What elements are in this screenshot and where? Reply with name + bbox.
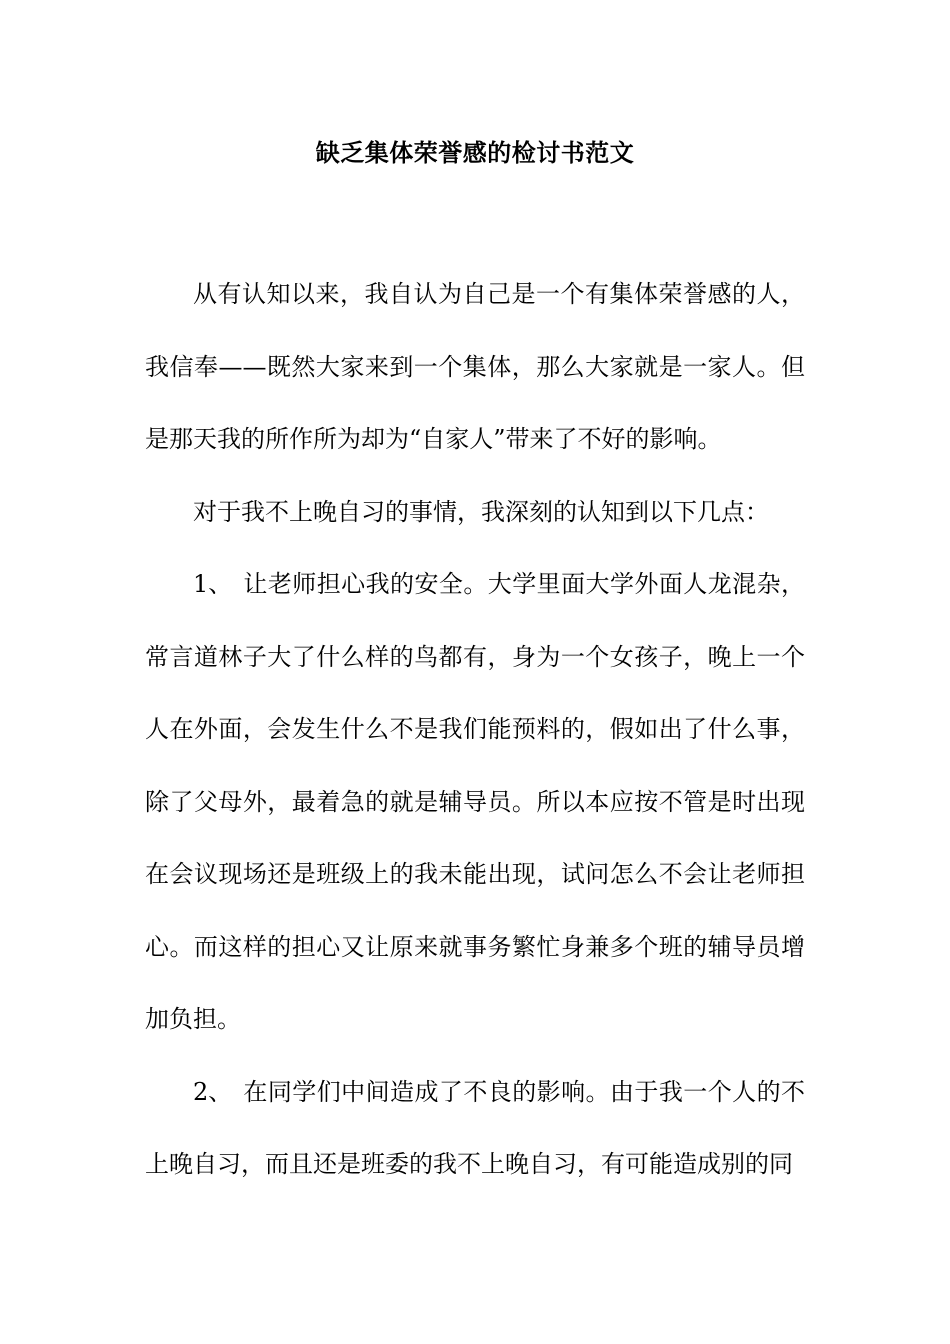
document-body bbox=[145, 258, 805, 1201]
paragraph-intro: 从有认知以来，我自认为自己是一个有集体荣誉感的人，我信奉——既然大家来到一个集体，那么大家就是一家人。但是那天我的所作所为却为“自家人”带来了不好的影响。 bbox=[145, 280, 805, 453]
document-title: 缺乏集体荣誉感的检讨书范文 bbox=[315, 138, 635, 167]
list-item-number: 2、 bbox=[193, 1077, 233, 1106]
list-item-text: 在同学们中间造成了不良的影响。由于我一个人的不上晚自习，而且还是班委的我不上晚自习，有可能造成别的同 bbox=[145, 1077, 805, 1178]
list-item-1 bbox=[145, 548, 805, 1056]
paragraph-points-lead: 对于我不上晚自习的事情，我深刻的认知到以下几点： bbox=[193, 497, 769, 526]
list-item-text: 让老师担心我的安全。大学里面大学外面人龙混杂，常言道林子大了什么样的鸟都有，身为一个女孩子，晚上一个人在外面，会发生什么不是我们能预料的，假如出了什么事，除了父母外，最着急的就是辅导员。所以本应按不管是时出现在会议现场还是班级上的我未能出现，试问怎么不会让老师担心。而这样的担心又让原来就事务繁忙身兼多个班的辅导员增加负担。 bbox=[145, 570, 805, 1033]
list-item-number: 1、 bbox=[193, 570, 233, 598]
list-item-2 bbox=[145, 1056, 805, 1201]
